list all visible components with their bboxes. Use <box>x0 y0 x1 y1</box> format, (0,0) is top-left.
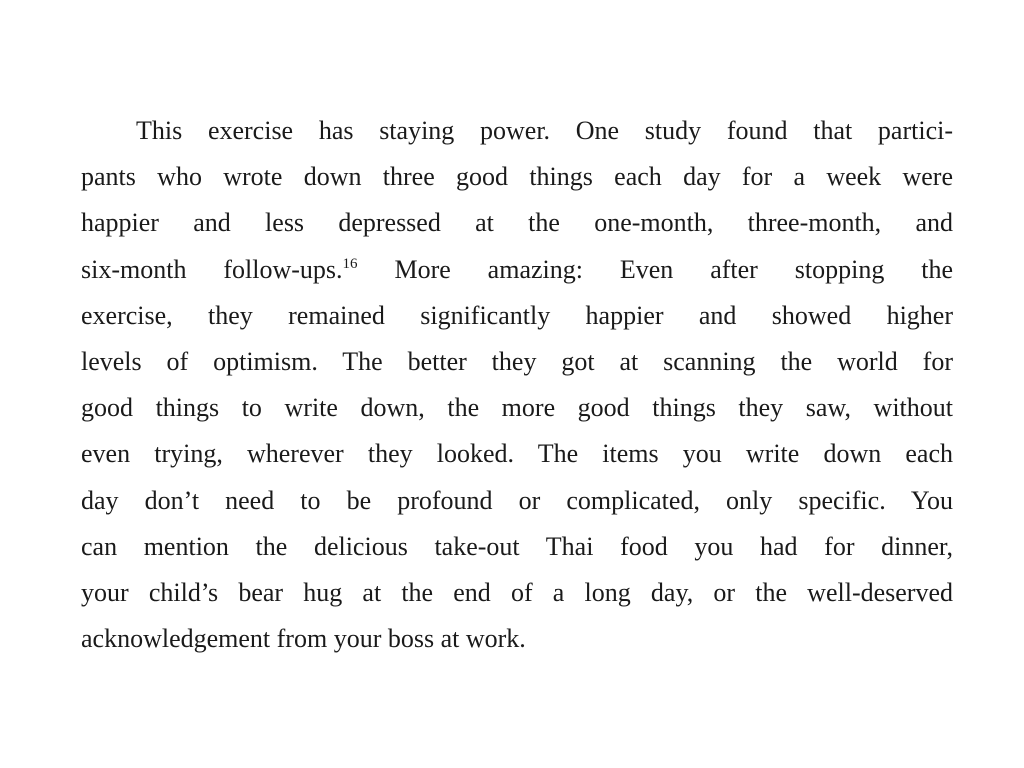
text-segment: six-month follow-ups. <box>81 254 343 284</box>
text-line: good things to write down, the more good things they saw, without <box>81 393 953 423</box>
footnote-reference: 16 <box>342 255 358 272</box>
text-line: can mention the delicious take-out Thai food you had for dinner, <box>81 531 953 561</box>
text-segment: More amazing: Even after stopping the <box>357 254 954 284</box>
text-line: levels of optimism. The better they got at scanning the world for <box>81 346 953 376</box>
body-paragraph <box>81 108 953 662</box>
text-line: This exercise has staying power. One study found that partici- <box>136 116 953 145</box>
text-line: happier and less depressed at the one-month, three-month, and <box>81 208 953 238</box>
text-line: even trying, wherever they looked. The items you write down each <box>81 439 953 469</box>
text-line: pants who wrote down three good things each day for a week were <box>81 162 953 192</box>
text-line <box>81 247 953 293</box>
text-line: exercise, they remained significantly happier and showed higher <box>81 300 953 330</box>
text-line: day don’t need to be profound or complicated, only specific. You <box>81 485 953 515</box>
text-line: your child’s bear hug at the end of a long day, or the well-deserved <box>81 577 953 607</box>
text-line: acknowledgement from your boss at work. <box>81 624 526 654</box>
